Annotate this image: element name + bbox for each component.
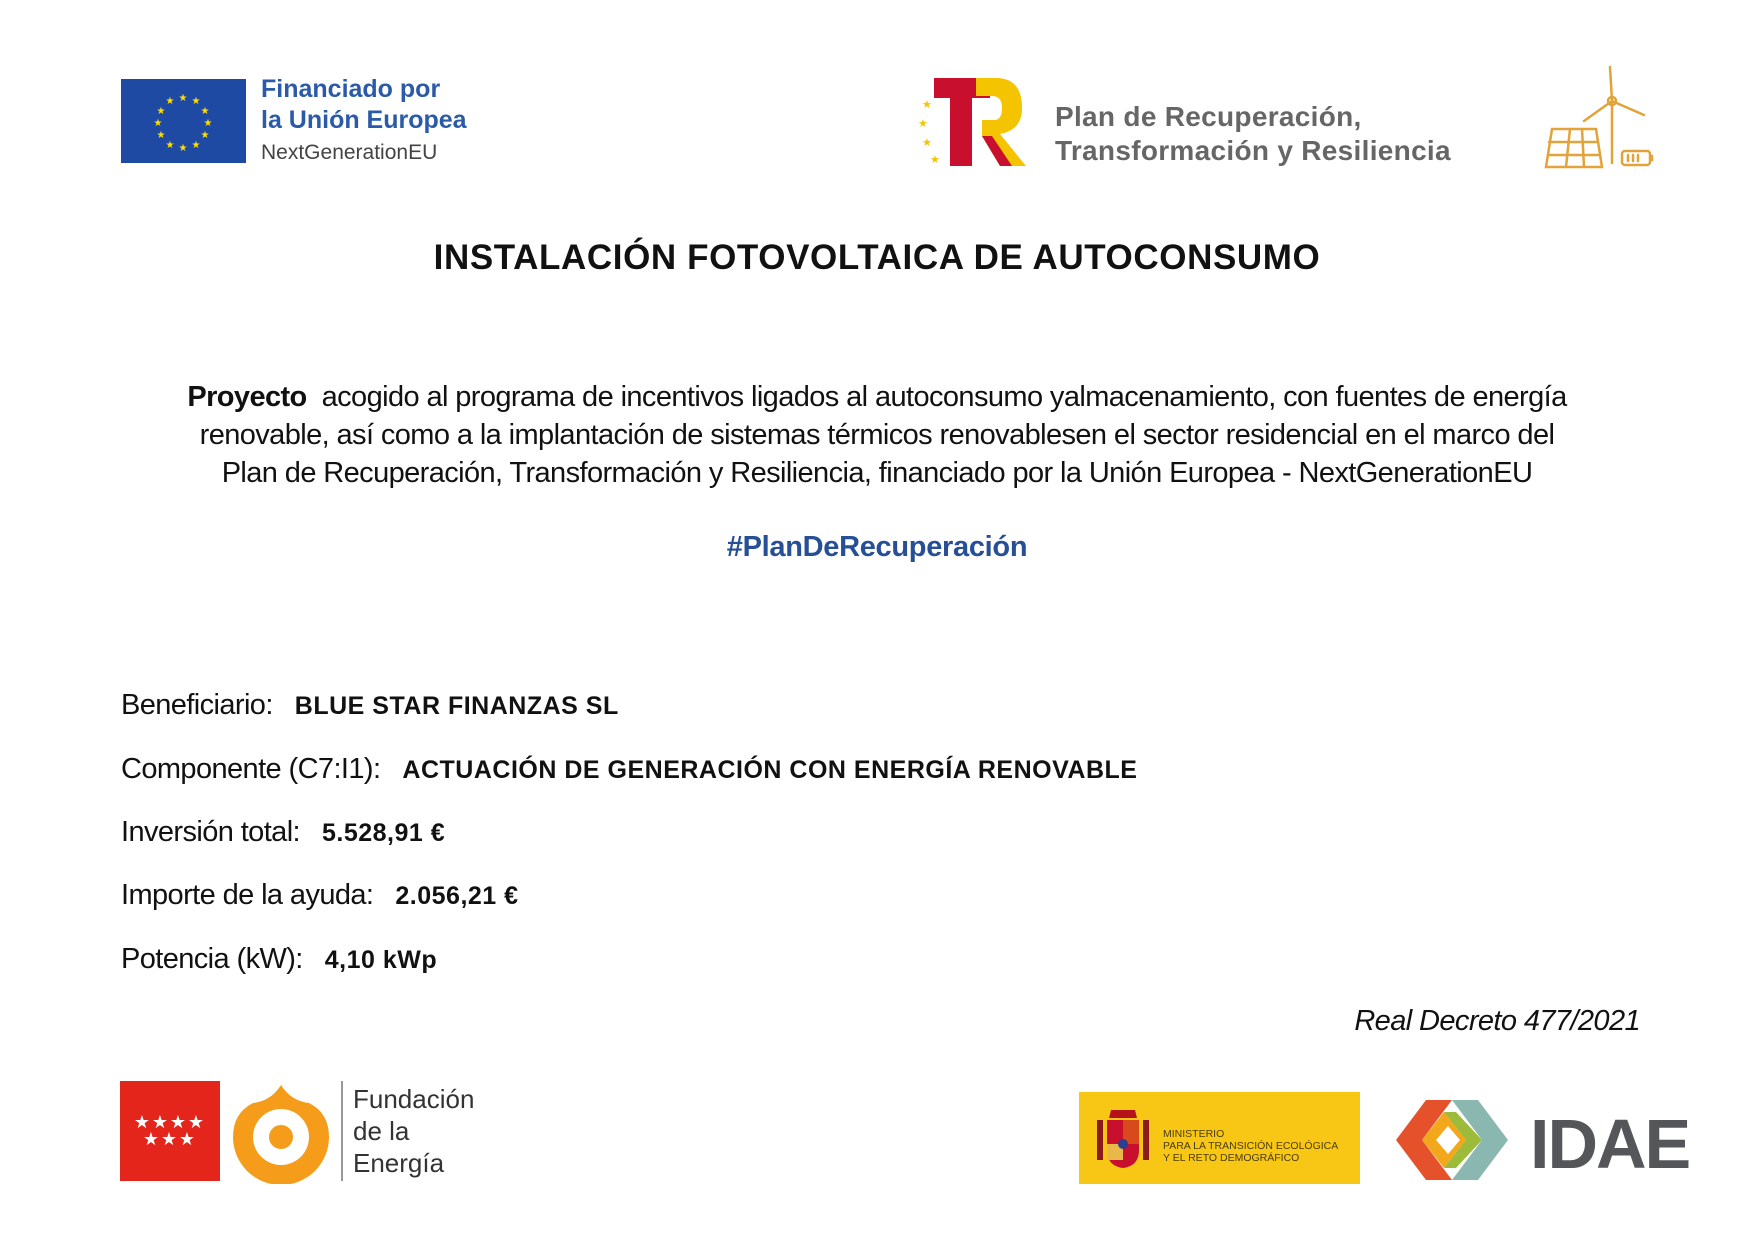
idae-logo [1386, 1094, 1518, 1186]
wind-solar-battery-icon [1540, 63, 1656, 175]
svg-text:★: ★ [156, 130, 166, 141]
fundacion-text [353, 1083, 474, 1179]
prtr-line-2: Transformación y Resiliencia [1055, 135, 1451, 166]
svg-text:★: ★ [151, 1112, 169, 1132]
svg-text:★: ★ [142, 1129, 160, 1149]
svg-text:★: ★ [178, 93, 188, 104]
svg-text:★: ★ [187, 1112, 205, 1132]
svg-text:★: ★ [160, 1129, 178, 1149]
detail-label: Inversión total: [121, 816, 300, 848]
svg-text:★: ★ [200, 106, 210, 117]
svg-text:★: ★ [200, 130, 210, 141]
detail-label: Componente (C7:I1): [121, 753, 381, 785]
divider [341, 1081, 343, 1181]
eu-stars [154, 93, 213, 154]
page-title: INSTALACIÓN FOTOVOLTAICA DE AUTOCONSUMO [433, 238, 1321, 277]
svg-text:★: ★ [133, 1112, 151, 1132]
detail-value: 4,10 kWp [324, 946, 438, 974]
madrid-logo [120, 1081, 220, 1181]
svg-text:★: ★ [918, 118, 928, 130]
project-line-1-text: acogido al programa de incentivos ligados al autoconsumo yalmacenamiento, con fuentes de energía [321, 381, 1567, 413]
prtr-line-1: Plan de Recuperación, [1055, 101, 1362, 132]
detail-label: Beneficiario: [121, 689, 273, 721]
project-line-3: Plan de Recuperación, Transformación y Resiliencia, financiado por la Unión Europea - NextGenerationEU [221, 457, 1533, 489]
idae-wordmark: IDAE [1530, 1105, 1690, 1183]
svg-text:★: ★ [169, 1112, 187, 1132]
project-line-2: renovable, así como a la implantación de sistemas térmicos renovablesen el sector residencial en el marco del [199, 419, 1555, 451]
detail-value: 5.528,91 € [322, 819, 446, 847]
eu-funding-text [261, 74, 467, 168]
svg-text:★: ★ [165, 140, 175, 151]
ministry-text [1163, 1128, 1338, 1164]
ministry-line-2: PARA LA TRANSICIÓN ECOLÓGICA [1163, 1140, 1339, 1152]
svg-text:★: ★ [156, 106, 166, 117]
royal-decree: Real Decreto 477/2021 [1354, 1005, 1640, 1037]
svg-text:★: ★ [191, 96, 201, 107]
detail-row-investment [121, 816, 445, 849]
detail-label: Importe de la ayuda: [121, 879, 374, 911]
svg-text:★: ★ [165, 96, 175, 107]
detail-value: 2.056,21 € [395, 882, 519, 910]
detail-value: BLUE STAR FINANZAS SL [294, 692, 619, 720]
svg-text:★: ★ [922, 137, 932, 149]
fundacion-line-1: Fundación [353, 1084, 475, 1114]
svg-text:★: ★ [153, 118, 163, 129]
prtr-logo [916, 74, 1030, 168]
project-line-1 [110, 378, 1644, 416]
detail-value: ACTUACIÓN DE GENERACIÓN CON ENERGÍA RENOVABLE [402, 756, 1138, 784]
ministry-line-1: MINISTERIO [1163, 1128, 1225, 1140]
project-lead: Proyecto [187, 381, 307, 413]
hashtag: #PlanDeRecuperación [726, 531, 1028, 563]
svg-text:★: ★ [191, 140, 201, 151]
detail-row-component [121, 753, 1137, 786]
svg-text:★: ★ [922, 99, 932, 111]
spain-coat-of-arms-icon [1093, 1106, 1153, 1172]
project-description [110, 378, 1644, 492]
ministry-logo [1079, 1092, 1360, 1184]
detail-row-aid-amount [121, 879, 519, 912]
fundacion-energia-logo [229, 1079, 334, 1184]
eu-flag-logo [121, 79, 246, 163]
detail-row-beneficiary [121, 689, 619, 722]
ministry-line-3: Y EL RETO DEMOGRÁFICO [1163, 1152, 1300, 1164]
svg-text:★: ★ [203, 118, 213, 129]
eu-line-2: la Unión Europea [261, 106, 467, 134]
fundacion-line-2: de la [353, 1116, 410, 1146]
eu-line-3: NextGenerationEU [261, 141, 438, 164]
fundacion-line-3: Energía [353, 1148, 445, 1178]
svg-text:★: ★ [930, 154, 940, 166]
svg-text:★: ★ [178, 143, 188, 154]
svg-text:★: ★ [178, 1129, 196, 1149]
eu-line-1: Financiado por [261, 75, 441, 103]
detail-row-power [121, 943, 437, 976]
detail-label: Potencia (kW): [121, 943, 303, 975]
prtr-title [1055, 100, 1451, 168]
